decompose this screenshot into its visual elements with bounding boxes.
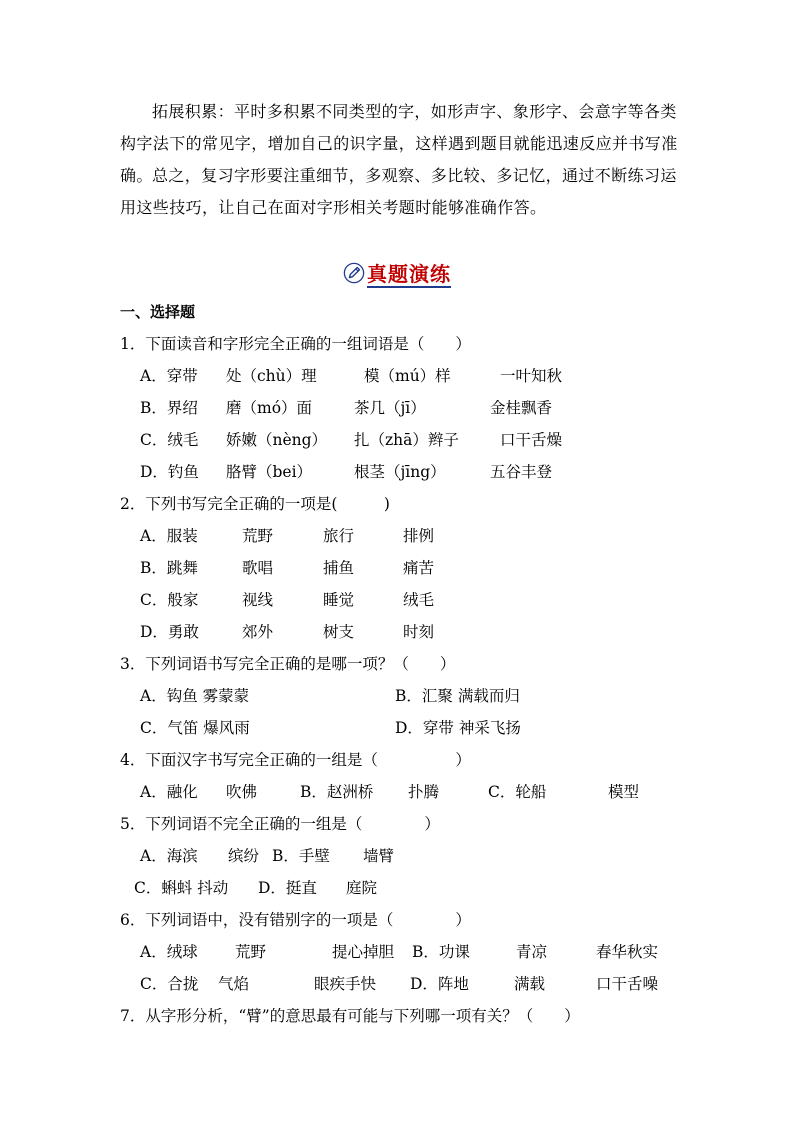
option-cell: 春华秋实: [596, 943, 659, 961]
option-cell: B．跳舞: [140, 559, 198, 577]
option-cell: 绒毛: [403, 591, 435, 609]
option-cell: C．轮船: [488, 783, 547, 801]
option-cell: B．界绍: [140, 399, 198, 417]
option-cell: 胳臂（bei）: [226, 463, 313, 481]
option-cell: D．穿带 神采飞扬: [395, 719, 521, 737]
option-cell: C．般家: [140, 591, 199, 609]
option-cell: 模（mú）样: [364, 367, 451, 385]
option-cell: D．挺直: [258, 879, 317, 897]
section-title-text: 真题演练: [367, 262, 451, 286]
option-cell: 娇嫩（nèng）: [226, 431, 328, 449]
option-cell: 磨（mó）面: [226, 399, 313, 417]
paragraph-summary: 总之，复习字形要注重细节，多观察、多比较、多记忆，通过不断练习运用这些技巧，让自己在面对字形相关考题时能够准确作答。: [120, 166, 677, 217]
option-cell: 金桂飘香: [490, 399, 553, 417]
option-cell: 扑腾: [408, 783, 440, 801]
option-cell: D．钓鱼: [140, 463, 199, 481]
option-cell: A．钩鱼 雾蒙蒙: [140, 687, 250, 705]
option-cell: D．勇敢: [140, 623, 199, 641]
option-cell: 捕鱼: [323, 559, 355, 577]
option-cell: C．绒毛: [140, 431, 199, 449]
question-stem: 1．下面读音和字形完全正确的一组词语是（ ）: [120, 335, 471, 353]
option-cell: 模型: [608, 783, 640, 801]
option-cell: 眼疾手快: [314, 975, 377, 993]
option-cell: C．气笛 爆风雨: [140, 719, 250, 737]
option-cell: 五谷丰登: [490, 463, 553, 481]
option-cell: 旅行: [323, 527, 355, 545]
option-cell: 荒野: [242, 527, 274, 545]
option-cell: C．合拢: [140, 975, 199, 993]
option-cell: 荒野: [235, 943, 267, 961]
option-cell: 气焰: [218, 975, 250, 993]
option-cell: 青凉: [516, 943, 548, 961]
question-stem: 6．下列词语中，没有错别字的一项是（ ）: [120, 911, 471, 929]
option-cell: D．阵地: [410, 975, 469, 993]
question-stem: 4．下面汉字书写完全正确的一组是（ ）: [120, 751, 471, 769]
option-cell: 墙臂: [363, 847, 395, 865]
question-stem: 3．下列词语书写完全正确的是哪一项？（ ）: [120, 655, 456, 673]
option-cell: 排例: [403, 527, 435, 545]
option-cell: 视线: [242, 591, 274, 609]
question-stem: 5．下列词语不完全正确的一组是（ ）: [120, 815, 440, 833]
paragraph-expand-accumulation: 拓展积累：平时多积累不同类型的字，如形声字、象形字、会意字等各类构字法下的常见字，增加自己的识字量，这样遇到题目就能迅速反应并书写准确。: [120, 102, 678, 185]
option-cell: 处（chù）理: [226, 367, 317, 385]
option-cell: 一叶知秋: [500, 367, 563, 385]
option-cell: 时刻: [403, 623, 435, 641]
option-cell: 口干舌噪: [596, 975, 659, 993]
option-cell: 歌唱: [242, 559, 274, 577]
option-cell: 提心掉胆: [332, 943, 395, 961]
option-cell: 睡觉: [323, 591, 355, 609]
option-cell: 吹佛: [226, 783, 258, 801]
option-cell: B．汇聚 满载而归: [395, 687, 520, 705]
option-cell: B．赵洲桥: [300, 783, 374, 801]
option-cell: A．穿带: [140, 367, 198, 385]
part-heading: 一、选择题: [120, 303, 196, 321]
option-cell: A．服装: [140, 527, 198, 545]
option-cell: A．融化: [140, 783, 198, 801]
question-stem: 7．从字形分析，“臂”的意思最有可能与下列哪一项有关？（ ）: [120, 1007, 580, 1025]
section-title: [0, 258, 794, 288]
option-cell: B．功课: [412, 943, 470, 961]
option-cell: A．绒球: [140, 943, 198, 961]
option-cell: 满载: [514, 975, 546, 993]
option-cell: 茶几（jī）: [354, 399, 426, 417]
option-cell: 根茎（jīng）: [354, 463, 446, 481]
option-cell: 庭院: [346, 879, 378, 897]
option-cell: 缤纷: [228, 847, 260, 865]
question-block: [120, 300, 690, 1030]
option-cell: 口干舌燥: [500, 431, 563, 449]
option-cell: B．手壁: [272, 847, 330, 865]
option-cell: C．蝌蚪 抖动: [134, 879, 229, 897]
pen-icon: [343, 262, 365, 284]
option-cell: 痛苦: [403, 559, 435, 577]
option-cell: A．海滨: [140, 847, 198, 865]
option-cell: 树支: [323, 623, 355, 641]
option-cell: 郊外: [242, 623, 274, 641]
question-stem: 2．下列书写完全正确的一项是( ): [120, 495, 390, 513]
option-cell: 扎（zhā）辫子: [354, 431, 459, 449]
